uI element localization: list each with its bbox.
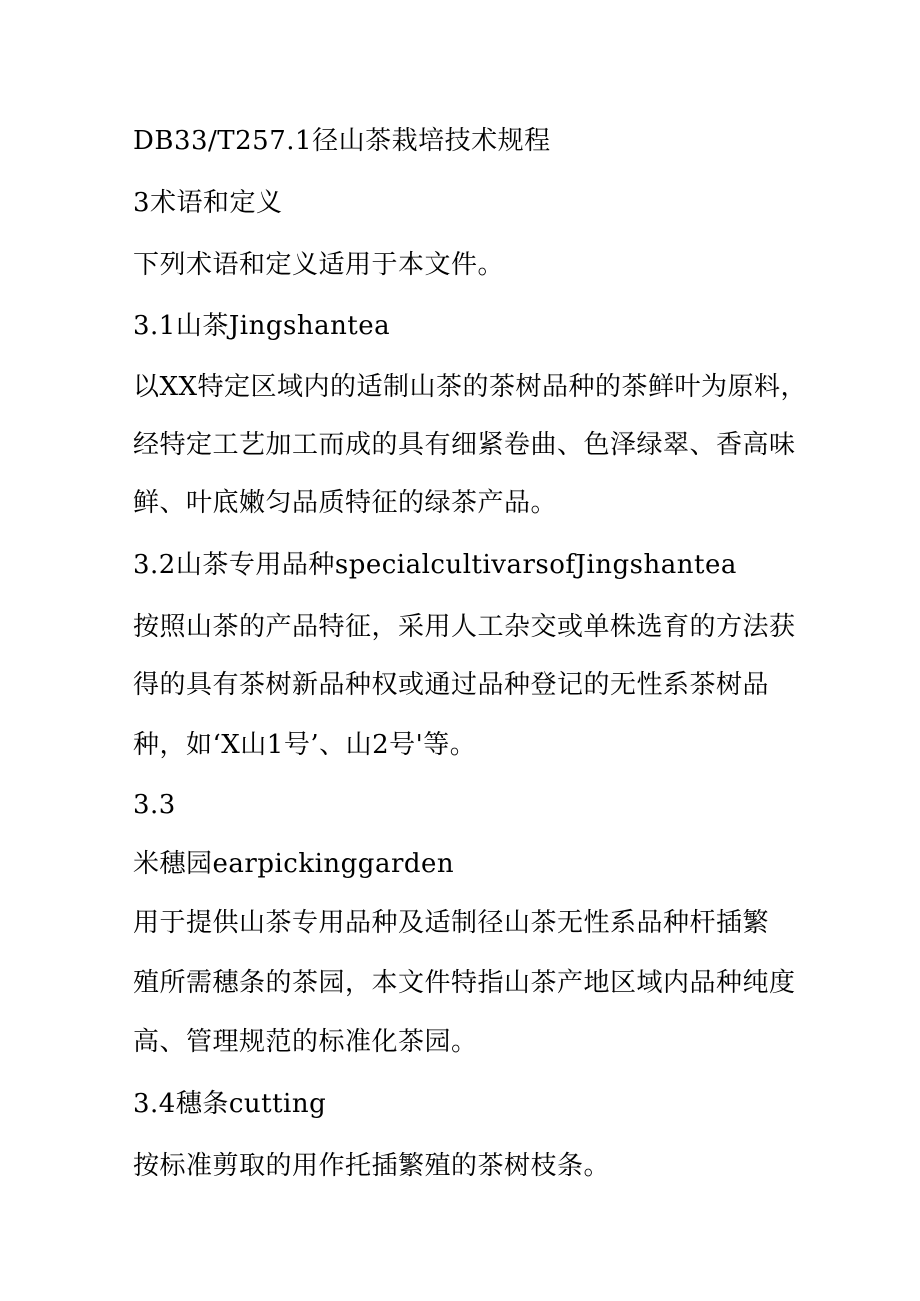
term-3-4-heading: 3.4穗条cutting bbox=[133, 1089, 327, 1119]
term-3-2-heading: 3.2山茶专用品种specialcultivarsofJingshantea bbox=[133, 550, 737, 580]
section-intro: 下列术语和定义适用于本文件。 bbox=[133, 250, 505, 280]
term-3-3-definition-line-3: 高、管理规范的标准化茶园。 bbox=[133, 1027, 478, 1057]
term-3-2-definition-line-2: 得的具有茶树新品种权或通过品种登记的无性系茶树品 bbox=[133, 670, 770, 700]
term-3-1-definition-line-3: 鲜、叶底嫩匀品质特征的绿茶产品。 bbox=[133, 488, 558, 518]
term-3-4-definition: 按标准剪取的用作托插繁殖的茶树枝条。 bbox=[133, 1151, 611, 1181]
term-3-3-heading: 米穗园earpickinggarden bbox=[133, 849, 455, 879]
term-3-1-definition-line-1: 以XX特定区域内的适制山茶的茶树品种的茶鲜叶为原料， bbox=[133, 372, 808, 402]
term-3-3-number: 3.3 bbox=[133, 790, 176, 820]
section-heading: 3术语和定义 bbox=[133, 188, 283, 218]
term-3-3-definition-line-1: 用于提供山茶专用品种及适制径山茶无性系品种杆插繁 bbox=[133, 908, 770, 938]
document-header: DB33/T257.1径山茶栽培技术规程 bbox=[133, 126, 551, 156]
term-3-1-definition-line-2: 经特定工艺加工而成的具有细紧卷曲、色泽绿翠、香高味 bbox=[133, 430, 796, 460]
term-3-2-definition-line-3: 种，如‘X山1号’、山2号'等。 bbox=[133, 730, 477, 760]
term-3-3-definition-line-2: 殖所需穗条的茶园，本文件特指山茶产地区域内品种纯度 bbox=[133, 968, 796, 998]
term-3-1-heading: 3.1山茶Jingshantea bbox=[133, 311, 391, 341]
term-3-2-definition-line-1: 按照山茶的产品特征，采用人工杂交或单株选育的方法获 bbox=[133, 612, 796, 642]
